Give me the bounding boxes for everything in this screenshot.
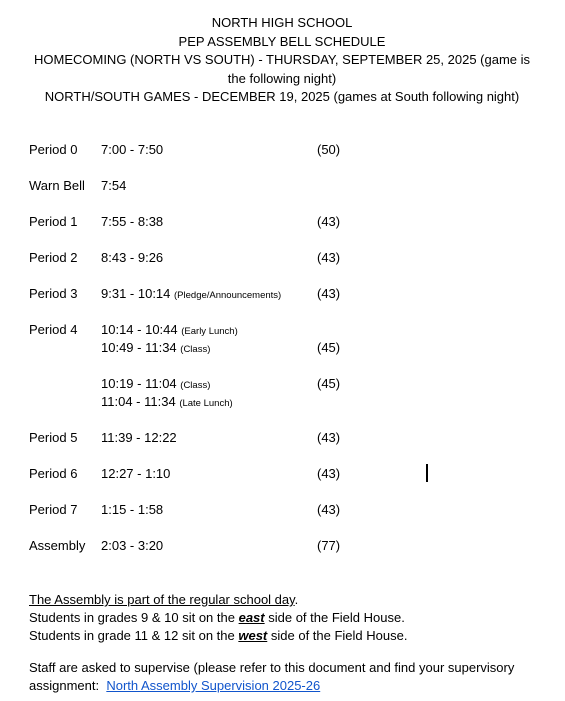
row-time	[101, 322, 238, 340]
row-minutes: (43)	[317, 430, 341, 445]
row-minutes: (43)	[317, 502, 341, 517]
row-time	[101, 142, 163, 158]
schedule-title: PEP ASSEMBLY BELL SCHEDULE	[178, 33, 386, 49]
row-minutes: (77)	[317, 538, 341, 553]
row-time-note: (Late Lunch)	[179, 398, 233, 409]
seating-side-east: east	[238, 610, 265, 625]
row-time-range: 10:19 - 11:04	[101, 376, 177, 391]
row-time-range: 7:55 - 8:38	[101, 214, 164, 229]
row-time	[101, 214, 163, 230]
row-time	[101, 538, 163, 554]
row-period-label: Period 1	[29, 214, 78, 229]
grades-9-10-seating	[29, 609, 539, 627]
row-time	[101, 394, 233, 412]
row-period-label: Period 7	[29, 502, 78, 517]
row-time-note: (Early Lunch)	[181, 326, 238, 337]
row-time-note: (Class)	[180, 380, 211, 391]
row-time	[101, 286, 281, 304]
row-time-range: 7:00 - 7:50	[101, 142, 164, 157]
row-time-range: 2:03 - 3:20	[101, 538, 164, 553]
row-period-label: Period 5	[29, 430, 78, 445]
row-time	[101, 178, 126, 194]
document-header	[28, 14, 536, 107]
row-period-label: Assembly	[29, 538, 86, 553]
row-minutes: (43)	[317, 250, 341, 265]
row-period-label: Period 3	[29, 286, 78, 301]
row-period-label: Period 4	[29, 322, 78, 337]
row-period-label: Period 6	[29, 466, 78, 481]
seating-text: Students in grades 9 & 10 sit on the	[29, 610, 239, 625]
row-time-range: 7:54	[101, 178, 127, 193]
grades-11-12-seating	[29, 627, 539, 645]
row-period-label: Warn Bell	[29, 178, 85, 193]
document-footer	[29, 591, 539, 695]
row-period-label: Period 0	[29, 142, 78, 157]
row-time-range: 11:39 - 12:22	[101, 430, 177, 445]
row-time-range: 8:43 - 9:26	[101, 250, 164, 265]
row-minutes: (43)	[317, 214, 341, 229]
row-time-note: (Class)	[180, 344, 211, 355]
staff-note-text: Staff are asked to supervise (please refer to this document and find your supervisory assignment:	[29, 660, 515, 693]
staff-note	[29, 659, 539, 695]
row-time	[101, 250, 163, 266]
row-time-range: 9:31 - 10:14	[101, 286, 171, 301]
seating-text: Students in grade 11 & 12 sit on the	[29, 628, 239, 643]
homecoming-line: HOMECOMING (NORTH VS SOUTH) - THURSDAY, SEPTEMBER 25, 2025 (game is the following night)	[33, 52, 531, 86]
seating-side-west: west	[238, 628, 268, 643]
row-time-range: 1:15 - 1:58	[101, 502, 164, 517]
text-cursor	[426, 464, 428, 482]
assembly-note	[29, 591, 539, 609]
seating-text: side of the Field House.	[267, 628, 408, 643]
row-time	[101, 376, 210, 394]
school-name: NORTH HIGH SCHOOL	[211, 15, 353, 30]
north-south-line: NORTH/SOUTH GAMES - DECEMBER 19, 2025 (games at South following night)	[44, 89, 520, 104]
seating-text: side of the Field House.	[264, 610, 405, 625]
row-time	[101, 466, 170, 482]
row-minutes: (50)	[317, 142, 341, 157]
row-time-range: 11:04 - 11:34	[101, 394, 176, 409]
supervision-link[interactable]: North Assembly Supervision 2025-26	[106, 678, 321, 693]
row-time	[101, 502, 163, 518]
row-time	[101, 430, 177, 446]
row-time-range: 10:14 - 10:44	[101, 322, 178, 337]
row-time-range: 12:27 - 1:10	[101, 466, 171, 481]
assembly-note-period: .	[294, 592, 299, 607]
row-time	[101, 340, 210, 358]
row-time-note: (Pledge/Announcements)	[174, 290, 282, 301]
row-period-label: Period 2	[29, 250, 78, 265]
row-minutes: (43)	[317, 466, 341, 481]
row-time-range: 10:49 - 11:34	[101, 340, 177, 355]
assembly-note-text: The Assembly is part of the regular school day	[29, 592, 295, 607]
row-minutes: (45)	[317, 340, 341, 355]
spacer	[29, 645, 539, 659]
row-minutes: (43)	[317, 286, 341, 301]
row-minutes: (45)	[317, 376, 341, 391]
